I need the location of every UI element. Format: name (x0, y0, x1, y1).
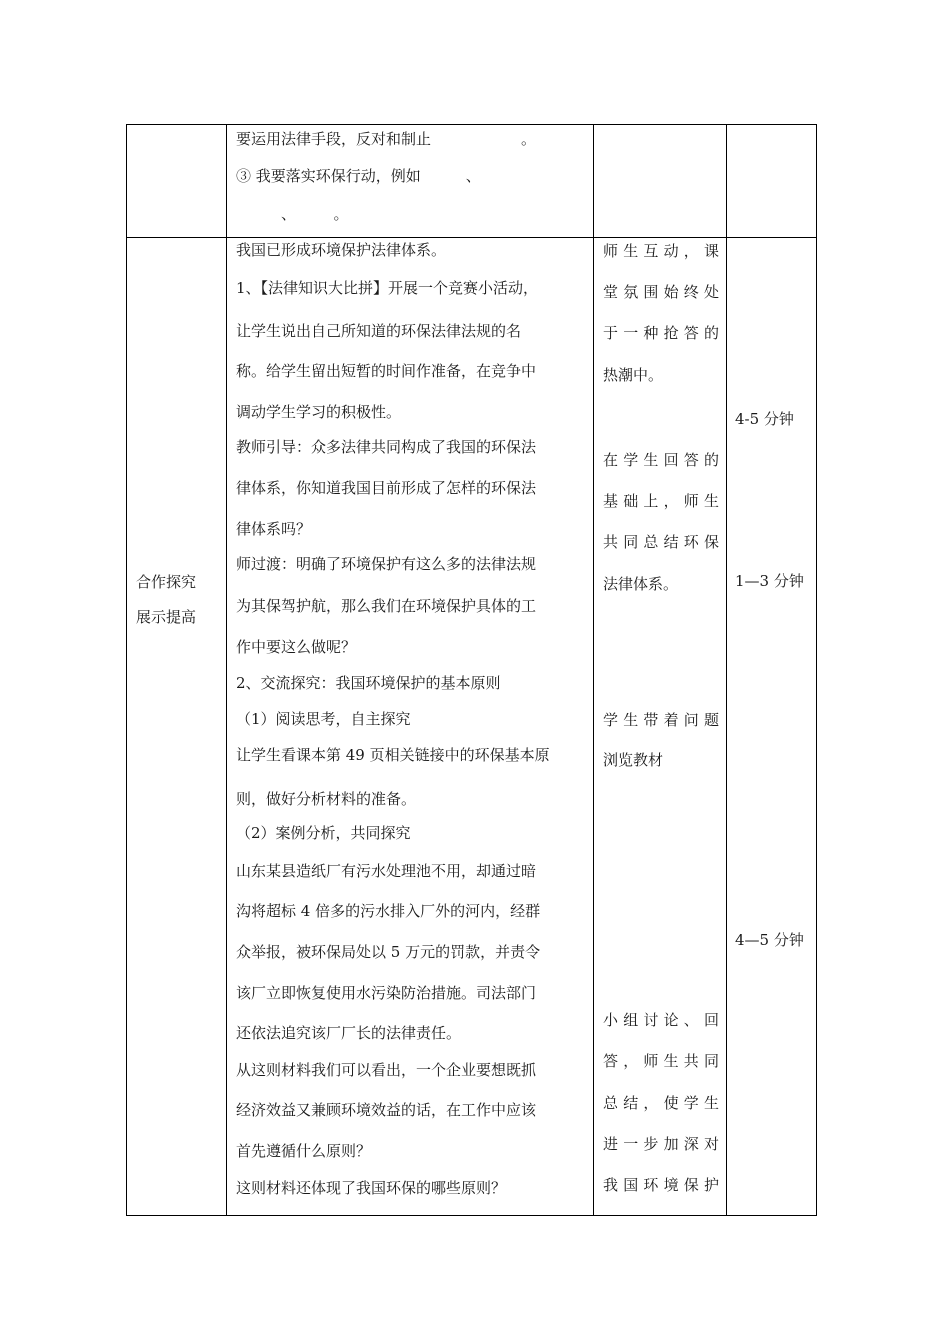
content-line: 1、【法律知识大比拼】开展一个竞赛小活动， (236, 279, 539, 297)
content-line: 让学生看课本第 49 页相关链接中的环保基本原 (236, 746, 550, 764)
note-line: 我国环境保护 (603, 1176, 719, 1194)
time-label: 1—3 分钟 (735, 572, 804, 590)
note-line: 在学生回答的 (603, 451, 719, 469)
content-line: 称。给学生留出短暂的时间作准备，在竞争中 (236, 362, 537, 380)
note-cell (594, 238, 727, 1216)
stage-label: 展示提高 (136, 608, 197, 626)
content-cell (227, 125, 594, 238)
stage-cell-empty (127, 125, 227, 238)
note-line: 进一步加深对 (603, 1135, 719, 1153)
content-line: 众举报，被环保局处以 5 万元的罚款，并责令 (236, 943, 541, 961)
table-row (127, 238, 817, 1216)
stage-label: 合作探究 (136, 573, 197, 591)
note-line: 答，师生共同 (603, 1052, 719, 1070)
lesson-plan-table (126, 124, 817, 1216)
note-line: 堂氛围始终处 (603, 283, 719, 301)
content-line: 让学生说出自己所知道的环保法律法规的名 (236, 322, 522, 340)
content-line: 调动学生学习的积极性。 (236, 403, 402, 421)
content-line: 教师引导：众多法律共同构成了我国的环保法 (236, 438, 537, 456)
content-line: 要运用法律手段，反对和制止 。 (236, 130, 537, 148)
content-line: 2、交流探究：我国环境保护的基本原则 (236, 674, 501, 692)
note-line: 于一种抢答的 (603, 324, 719, 342)
note-line: 师生互动，课 (603, 242, 719, 260)
content-line: （1）阅读思考，自主探究 (236, 710, 411, 728)
time-cell (727, 238, 817, 1216)
note-line: 浏览教材 (603, 751, 664, 769)
note-line: 基础上，师生 (603, 492, 719, 510)
note-line: 共同总结环保 (603, 533, 719, 551)
note-cell-empty (594, 125, 727, 238)
content-line: 师过渡：明确了环境保护有这么多的法律法规 (236, 555, 537, 573)
content-line: 为其保驾护航，那么我们在环境保护具体的工 (236, 597, 537, 615)
note-line: 热潮中。 (603, 366, 664, 384)
content-line: ③ 我要落实环保行动，例如 、 (236, 167, 481, 185)
note-line: 总结，使学生 (603, 1094, 719, 1112)
content-line: 我国已形成环境保护法律体系。 (236, 241, 447, 259)
content-line: 还依法追究该厂厂长的法律责任。 (236, 1024, 462, 1042)
content-line: 该厂立即恢复使用水污染防治措施。司法部门 (236, 984, 537, 1002)
note-line: 小组讨论、回 (603, 1011, 719, 1029)
content-line: （2）案例分析，共同探究 (236, 824, 411, 842)
time-label: 4—5 分钟 (735, 931, 804, 949)
content-line: 山东某县造纸厂有污水处理池不用，却通过暗 (236, 862, 537, 880)
note-line: 法律体系。 (603, 575, 679, 593)
content-line: 经济效益又兼顾环境效益的话，在工作中应该 (236, 1101, 537, 1119)
content-line: 作中要这么做呢？ (236, 638, 357, 656)
stage-cell (127, 238, 227, 1216)
content-line: 律体系吗？ (236, 520, 312, 538)
content-line: 则，做好分析材料的准备。 (236, 790, 417, 808)
content-line: 首先遵循什么原则？ (236, 1142, 372, 1160)
content-line: 律体系，你知道我国目前形成了怎样的环保法 (236, 479, 537, 497)
content-line: 从这则材料我们可以看出，一个企业要想既抓 (236, 1061, 537, 1079)
note-line: 学生带着问题 (603, 711, 719, 729)
table-row (127, 125, 817, 238)
content-line: 沟将超标 4 倍多的污水排入厂外的河内，经群 (236, 902, 541, 920)
time-cell-empty (727, 125, 817, 238)
content-cell (227, 238, 594, 1216)
time-label: 4-5 分钟 (735, 410, 794, 428)
content-line: 、 。 (236, 205, 349, 223)
content-line: 这则材料还体现了我国环保的哪些原则？ (236, 1179, 507, 1197)
